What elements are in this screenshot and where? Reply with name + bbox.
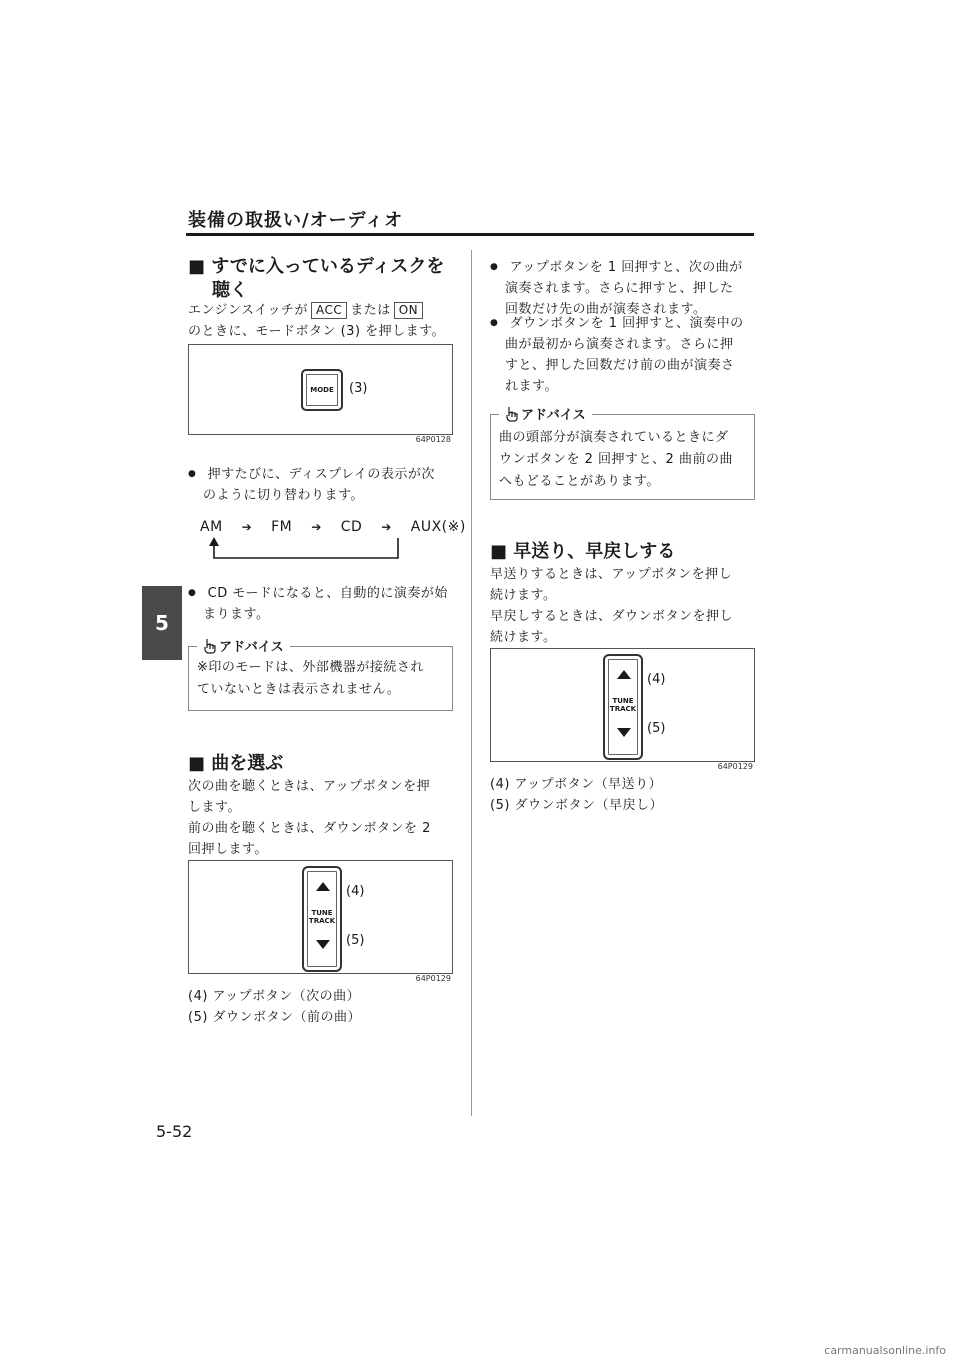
intro-text-line2: のときに、モードボタン (3) を押します。	[188, 324, 446, 339]
advice2-line1: 曲の頭部分が演奏されているときにダ	[499, 430, 729, 445]
track-label: TRACK	[609, 705, 637, 713]
section2-line1: 次の曲を聴くときは、アップボタンを押	[188, 779, 431, 794]
section1-intro	[188, 300, 458, 342]
mode-button-label: MODE	[310, 386, 334, 394]
mode-flow	[200, 519, 466, 535]
rb2-line4: れます。	[505, 379, 558, 394]
page-number: 5-52	[156, 1122, 193, 1141]
flow-arrow-icon: ➔	[241, 520, 253, 534]
section2-text	[188, 776, 458, 860]
advice2-line3: へもどることがあります。	[499, 474, 660, 489]
section2-line3: 前の曲を聴くときは、ダウンボタンを 2	[188, 821, 431, 836]
rb2-line2: 曲が最初から演奏されます。さらに押	[505, 337, 734, 352]
advice-label-text-1: アドバイス	[219, 640, 284, 655]
track-label: TRACK	[308, 917, 336, 925]
on-key-label: ON	[394, 302, 423, 319]
right-bullet2	[490, 313, 775, 397]
section3-text	[490, 564, 760, 648]
tune-track-label	[605, 697, 641, 713]
rb2-line3: すと、押した回数だけ前の曲が演奏さ	[505, 358, 735, 373]
tune-track-label	[304, 909, 340, 925]
footer-watermark-text: carmanualsonline.info	[824, 1344, 946, 1357]
down-triangle-icon	[617, 728, 631, 737]
figure-code-1: 64P0128	[415, 435, 451, 444]
tune-track-button	[302, 866, 342, 972]
section2-captions	[188, 986, 458, 1028]
flow-cd: CD	[340, 519, 363, 535]
bullet1-line1: 押すたびに、ディスプレイの表示が次	[207, 467, 435, 482]
right-bullet1	[490, 257, 775, 320]
section3-line4: 続けます。	[490, 630, 557, 645]
caption-fast-forward: (4) アップボタン（早送り）	[490, 777, 663, 792]
mode-button	[301, 369, 343, 411]
intro-text-mid: または	[350, 303, 391, 318]
advice-label-2	[499, 404, 592, 423]
flow-arrow-icon: ➔	[311, 520, 322, 534]
advice1-line2: ていないときは表示されません。	[197, 682, 401, 697]
caption-rewind: (5) ダウンボタン（早戻し）	[490, 798, 664, 813]
advice-body-1	[197, 657, 447, 701]
column-divider	[471, 250, 472, 1116]
chapter-tab: 5	[142, 586, 182, 660]
flow-aux: AUX(※)	[410, 519, 466, 535]
advice-box-1	[188, 640, 453, 711]
mode-callout: (3)	[349, 381, 368, 396]
advice-box-2	[490, 408, 755, 500]
advice-body-2	[499, 427, 749, 493]
rb1-line1: アップボタンを 1 回押すと、次の曲が	[509, 260, 743, 275]
section3-line3: 早戻しするときは、ダウンボタンを押し	[490, 609, 734, 624]
flow-am: AM	[200, 519, 223, 535]
rb1-line2: 演奏されます。さらに押すと、押した	[505, 281, 734, 296]
hand-pointer-icon	[203, 638, 217, 654]
hand-pointer-icon	[505, 406, 519, 422]
down-triangle-icon	[316, 940, 330, 949]
down-callout: (5)	[346, 933, 365, 948]
bullet1-line2: のように切り替わります。	[203, 488, 364, 503]
down-callout: (5)	[647, 721, 666, 736]
figure-code-3: 64P0129	[717, 762, 753, 771]
flow-return-arrow-icon	[205, 536, 405, 564]
tune-track-button	[603, 654, 643, 760]
caption-up: (4) アップボタン（次の曲）	[188, 989, 361, 1004]
header-rule	[186, 233, 754, 236]
section1-bullet2	[188, 583, 473, 625]
figure-code-2: 64P0129	[415, 974, 451, 983]
up-callout: (4)	[346, 884, 365, 899]
advice2-line2: ウンボタンを 2 回押すと、2 曲前の曲	[499, 452, 733, 467]
tune-label: TUNE	[311, 909, 333, 917]
bullet2-line1: CD モードになると、自動的に演奏が始	[207, 586, 448, 601]
tune-label: TUNE	[612, 697, 634, 705]
rb2-line1: ダウンボタンを 1 回押すと、演奏中の	[509, 316, 744, 331]
tune-track-figure-left	[188, 860, 453, 974]
rb1-line3: 回数だけ先の曲が演奏されます。	[505, 302, 707, 317]
up-triangle-icon	[316, 882, 330, 891]
advice-label-text-2: アドバイス	[521, 408, 586, 423]
section3-heading: ■ 早送り、早戻しする	[490, 541, 676, 562]
acc-key-label: ACC	[311, 302, 347, 319]
section1-heading-line2: 聴く	[212, 280, 248, 301]
page-header-title: 装備の取扱い/オーディオ	[188, 210, 404, 231]
up-triangle-icon	[617, 670, 631, 679]
section1-heading-line1: ■ すでに入っているディスクを	[188, 256, 445, 277]
section2-line2: します。	[188, 800, 241, 815]
section2-line4: 回押します。	[188, 842, 268, 857]
bullet2-line2: まります。	[203, 607, 270, 622]
tune-track-figure-right	[490, 648, 755, 762]
advice1-line1: ※印のモードは、外部機器が接続され	[197, 660, 424, 675]
caption-down: (5) ダウンボタン（前の曲）	[188, 1010, 362, 1025]
up-callout: (4)	[647, 672, 666, 687]
section1-heading	[188, 255, 444, 303]
section3-captions	[490, 774, 760, 816]
section3-line2: 続けます。	[490, 588, 557, 603]
footer-watermark	[0, 1344, 960, 1357]
advice-label-1	[197, 636, 290, 655]
section1-bullet1	[188, 464, 473, 506]
flow-fm: FM	[271, 519, 293, 535]
flow-arrow-icon: ➔	[381, 520, 392, 534]
section2-heading: ■ 曲を選ぶ	[188, 753, 284, 774]
intro-text-pre: エンジンスイッチが	[188, 303, 308, 318]
mode-button-figure	[188, 344, 453, 435]
section3-line1: 早送りするときは、アップボタンを押し	[490, 567, 733, 582]
